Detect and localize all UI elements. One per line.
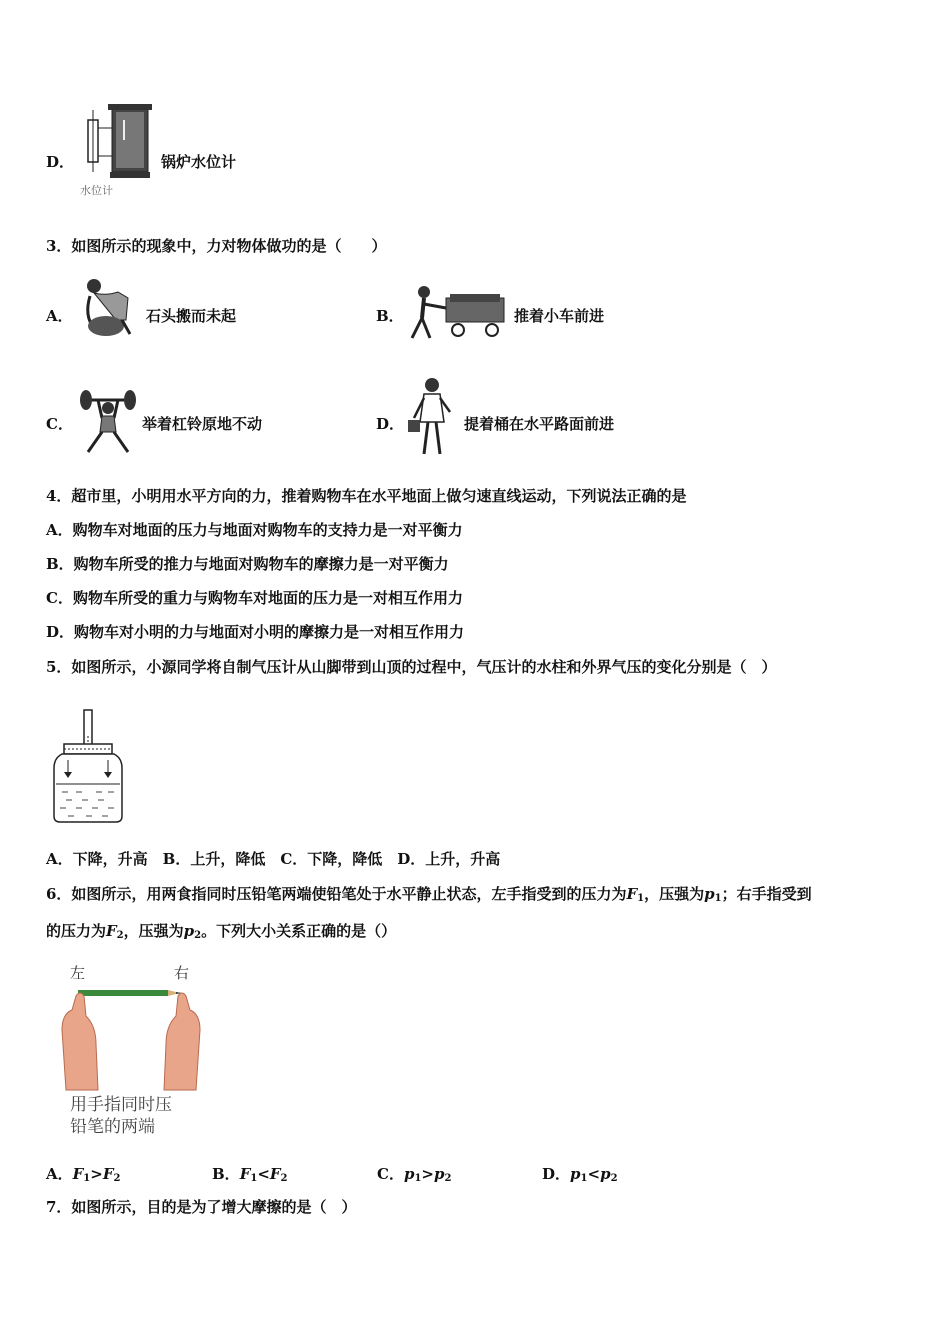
q7-stem: 7．如图所示，目的是为了增大摩擦的是（ ） [46,1198,357,1216]
q3-option-d-text: 提着桶在水平路面前进 [464,415,615,433]
q5-stem: 5．如图所示，小源同学将自制气压计从山脚带到山顶的过程中，气压计的水柱和外界气压的变化分别是（ ） [46,658,777,676]
boiler-gauge-figure [76,100,158,198]
q3-option-b-text: 推着小车前进 [514,307,605,325]
q3-stem: 3．如图所示的现象中，力对物体做功的是（ ） [46,237,387,255]
barometer-figure [52,708,126,824]
fig-caption-1: 用手指同时压 [70,1095,172,1115]
q4-stem: 4．超市里，小明用水平方向的力，推着购物车在水平地面上做匀速直线运动，下列说法正确的是 [46,487,687,505]
fig-label-right: 右 [174,964,190,982]
q6-stem-line1: 6．如图所示，用两食指同时压铅笔两端使铅笔处于水平静止状态，左手指受到的压力为$F_1$，压强为$p_1$；右手指受到 [46,885,812,904]
q3-option-c-text: 举着杠铃原地不动 [142,415,263,433]
q3-option-c-letter: C． [46,415,73,433]
q2-option-d-text: 锅炉水位计 [161,153,237,171]
barbell-figure [78,380,138,456]
q2-option-d-letter: D． [46,153,75,171]
carry-bucket-figure [404,376,460,458]
q3-option-b-letter: B． [376,307,404,325]
gauge-caption: 水位计 [80,184,113,197]
q6-option-a: A．$F_1>F_2$ [46,1165,121,1184]
q6-option-d: D．$p_1<p_2$ [542,1165,618,1184]
q4-option-d: D．购物车对小明的力与地面对小明的摩擦力是一对相互作用力 [46,623,465,641]
q4-option-a: A．购物车对地面的压力与地面对购物车的支持力是一对平衡力 [46,521,463,539]
q4-option-b: B．购物车所受的推力与地面对购物车的摩擦力是一对平衡力 [46,555,449,573]
pencil-fingers-figure [56,960,206,1092]
lift-stone-figure [76,276,142,338]
q4-option-c: C．购物车所受的重力与购物车对地面的压力是一对相互作用力 [46,589,463,607]
q3-option-d-letter: D． [376,415,405,433]
q6-option-c: C．$p_1>p_2$ [377,1165,452,1184]
fig-label-left: 左 [70,964,86,982]
fig-caption-2: 铅笔的两端 [70,1117,155,1137]
push-cart-figure [402,284,510,342]
q6-option-b: B．$F_1<F_2$ [212,1165,288,1184]
q3-option-a-letter: A． [46,307,73,325]
q5-options: A．下降，升高 B．上升，降低 C．下降，降低 D．上升，升高 [46,850,501,868]
q3-option-a-text: 石头搬而未起 [146,307,237,325]
q6-stem-line2: 的压力为$F_2$，压强为$p_2$。下列大小关系正确的是（） [46,922,397,941]
